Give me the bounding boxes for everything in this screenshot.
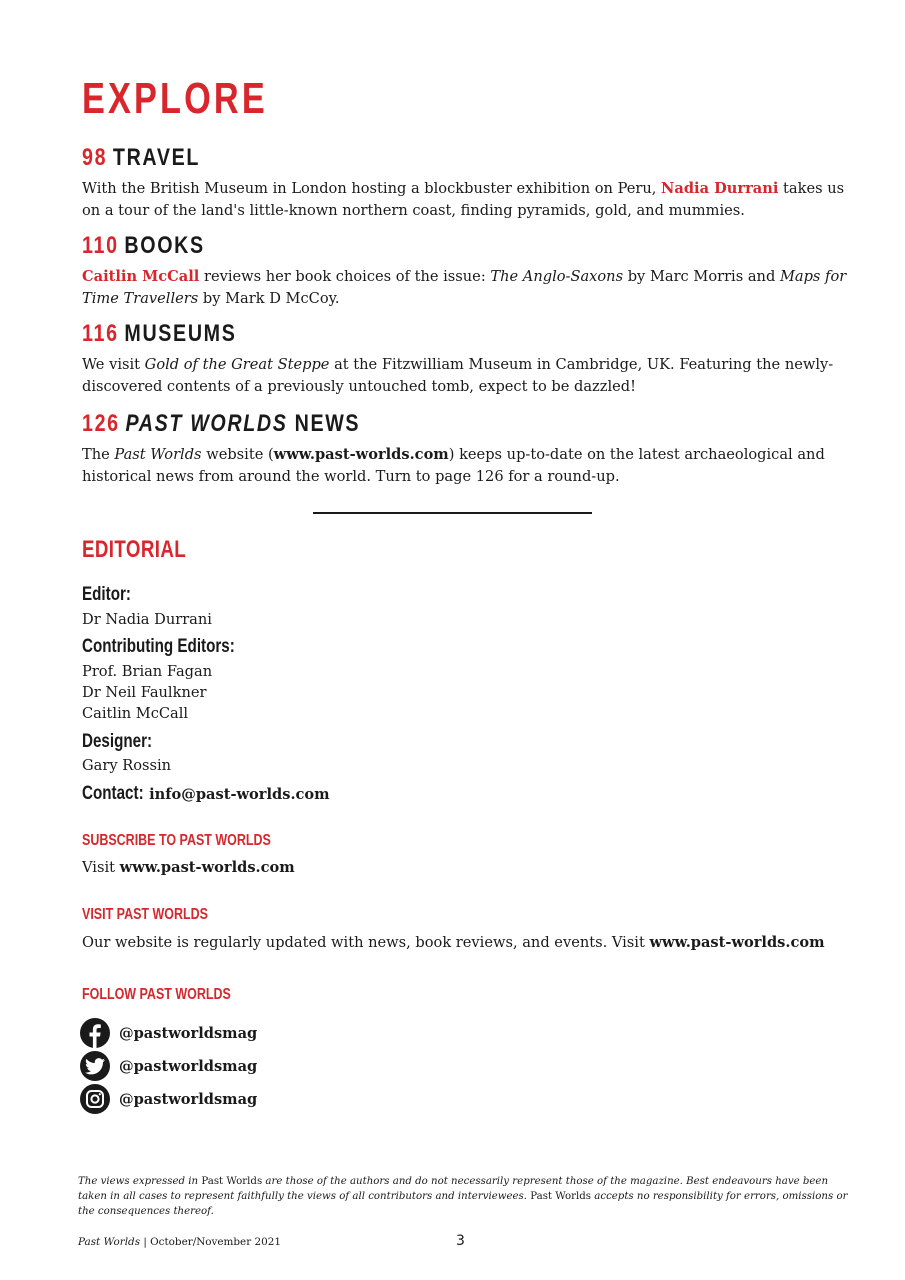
- designer-name: Gary Rossin: [82, 757, 172, 774]
- page-reference: 126: [82, 410, 120, 437]
- contact-label: Contact:: [82, 783, 144, 804]
- editor-label: Editor:: [82, 584, 131, 605]
- social-facebook[interactable]: [80, 1017, 257, 1049]
- body-text: website (: [201, 446, 274, 463]
- body-text: Visit: [82, 859, 120, 876]
- section-title: BOOKS: [124, 232, 205, 259]
- page-title: EXPLORE: [82, 74, 268, 123]
- divider: [313, 512, 592, 514]
- editorial-heading: EDITORIAL: [82, 536, 187, 563]
- website-link[interactable]: www.past-worlds.com: [273, 446, 449, 463]
- facebook-icon: [80, 1018, 110, 1048]
- editor-name: Dr Nadia Durrani: [82, 611, 212, 628]
- section-heading-museums: [82, 320, 236, 348]
- body-text: at the Fitzwilliam Museum in Cambridge, UK. Featuring the newly-discovered contents of a previously untouched tomb, expect to be dazzled!: [82, 356, 834, 395]
- section-heading-news: [82, 410, 360, 438]
- body-text: The: [82, 446, 115, 463]
- disclaimer-text: are those of the authors and do not necessarily represent those of the magazine. Best endeavours have been taken in all cases to represent faithfully the views of all contributors and interviewees.: [78, 1176, 829, 1202]
- publication-name: Past Worlds: [114, 446, 202, 463]
- section-body-news: [82, 444, 852, 487]
- publication-name: Past Worlds: [201, 1176, 263, 1187]
- social-handle: @pastworldsmag: [119, 1057, 258, 1075]
- body-text: Our website is regularly updated with news, book reviews, and events. Visit: [82, 934, 650, 951]
- exhibition-title: Gold of the Great Steppe: [144, 356, 330, 373]
- section-title: NEWS: [294, 410, 361, 437]
- social-instagram[interactable]: [80, 1083, 257, 1115]
- disclaimer: [78, 1174, 858, 1219]
- subscribe-heading: SUBSCRIBE TO PAST WORLDS: [82, 832, 271, 849]
- follow-heading: FOLLOW PAST WORLDS: [82, 986, 231, 1003]
- contact-line: [82, 783, 330, 805]
- contributing-editor: Caitlin McCall: [82, 705, 189, 722]
- visit-heading: VISIT PAST WORLDS: [82, 906, 208, 923]
- body-text: reviews her book choices of the issue:: [199, 268, 491, 285]
- publication-name: Past Worlds: [78, 1236, 141, 1248]
- section-title: TRAVEL: [112, 144, 201, 171]
- author-name: Caitlin McCall: [82, 268, 200, 285]
- issue-date: | October/November 2021: [140, 1236, 281, 1248]
- section-title-italic: PAST WORLDS: [125, 410, 288, 437]
- body-text: takes us on a tour of the land's little-known northern coast, finding pyramids, gold, and mummies.: [82, 180, 845, 219]
- contributing-editor: Dr Neil Faulkner: [82, 684, 207, 701]
- visit-text: [82, 932, 825, 954]
- page-number: 3: [456, 1233, 465, 1249]
- author-name: Nadia Durrani: [661, 180, 779, 197]
- body-text: by Marc Morris and: [623, 268, 780, 285]
- disclaimer-text: The views expressed in: [78, 1176, 202, 1187]
- section-body-museums: [82, 354, 852, 397]
- subscribe-text: [82, 857, 295, 879]
- section-title: MUSEUMS: [124, 320, 237, 347]
- section-body-travel: [82, 178, 852, 221]
- instagram-icon: [80, 1084, 110, 1114]
- section-body-books: [82, 266, 852, 309]
- website-link[interactable]: www.past-worlds.com: [119, 859, 295, 876]
- designer-label: Designer:: [82, 731, 153, 752]
- page-reference: 116: [82, 320, 119, 347]
- section-heading-books: [82, 232, 205, 260]
- contributing-editors-label: Contributing Editors:: [82, 636, 235, 657]
- section-heading-travel: [82, 144, 200, 172]
- footer-issue: [78, 1236, 281, 1248]
- publication-name: Past Worlds: [530, 1191, 592, 1202]
- contact-email[interactable]: info@past-worlds.com: [149, 786, 330, 803]
- book-title: The Anglo-Saxons: [490, 268, 624, 285]
- disclaimer-text: accepts no responsibility for errors, omissions or the consequences thereof.: [78, 1191, 848, 1217]
- body-text: We visit: [82, 356, 145, 373]
- social-handle: @pastworldsmag: [119, 1090, 258, 1108]
- page-reference: 110: [82, 232, 119, 259]
- social-twitter[interactable]: [80, 1050, 257, 1082]
- website-link[interactable]: www.past-worlds.com: [649, 934, 825, 951]
- body-text: With the British Museum in London hosting a blockbuster exhibition on Peru,: [82, 180, 662, 197]
- twitter-icon: [80, 1051, 110, 1081]
- book-title: Maps for Time Travellers: [82, 268, 847, 307]
- body-text: ) keeps up-to-date on the latest archaeological and historical news from around the world. Turn to page 126 for a round-up.: [82, 446, 825, 485]
- contributing-editor: Prof. Brian Fagan: [82, 663, 213, 680]
- page-reference: 98: [82, 144, 108, 171]
- social-handle: @pastworldsmag: [119, 1024, 258, 1042]
- body-text: by Mark D McCoy.: [198, 289, 340, 307]
